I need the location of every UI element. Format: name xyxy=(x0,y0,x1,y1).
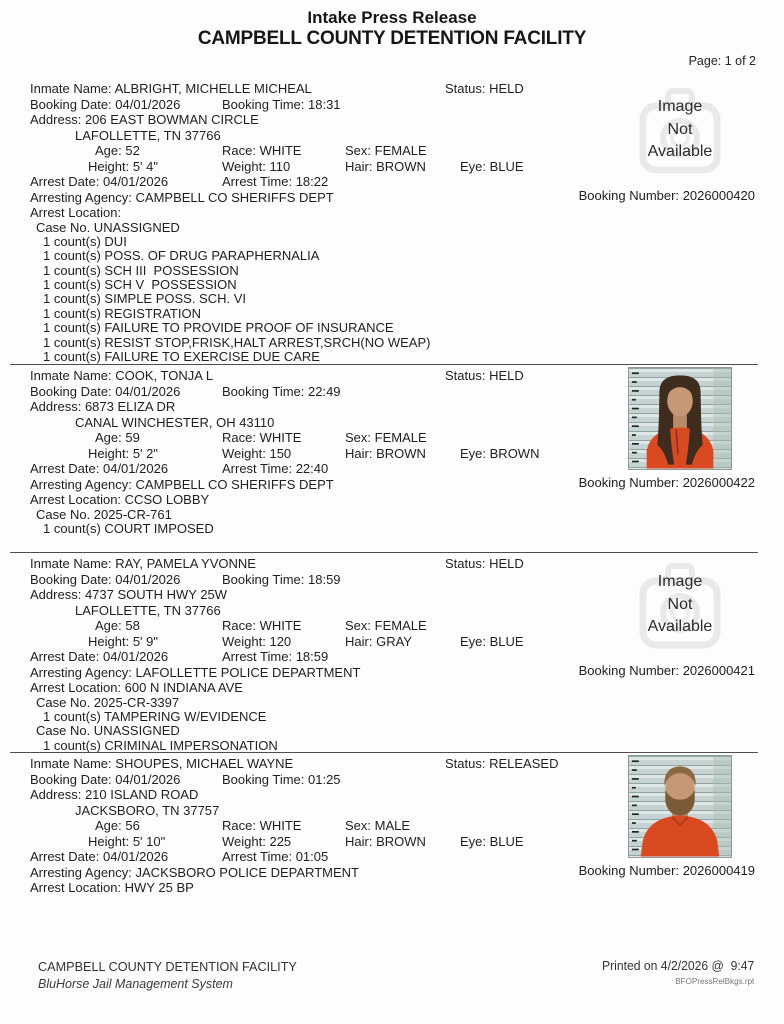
arrest-time-value: 01:05 xyxy=(295,849,329,864)
hair-value: BROWN xyxy=(376,833,426,849)
arrest-date-field xyxy=(30,849,168,864)
height-label: Height: xyxy=(88,833,130,849)
inmate-name-field xyxy=(30,556,256,571)
status-value: HELD xyxy=(489,556,524,571)
address-field xyxy=(30,587,227,602)
age-value: 58 xyxy=(125,618,140,633)
mugshot-photo xyxy=(628,755,732,858)
sex-value: FEMALE xyxy=(374,430,427,445)
age-value: 59 xyxy=(125,430,140,445)
height-value: 5' 9" xyxy=(132,633,158,649)
arresting-agency-value: CAMPBELL CO SHERIFFS DEPT xyxy=(135,189,334,205)
sex-value: FEMALE xyxy=(374,143,427,158)
footer-facility-name: CAMPBELL COUNTY DETENTION FACILITY xyxy=(38,959,297,974)
status-field xyxy=(445,556,524,571)
placeholder-text-line: Not xyxy=(667,595,693,613)
inmate-name-label: Inmate Name: xyxy=(30,556,112,571)
inmate-name-field xyxy=(30,368,213,383)
hair-label: Hair: xyxy=(345,633,373,649)
photo-column xyxy=(575,553,758,752)
address-line1-value: 6873 ELIZA DR xyxy=(84,399,176,414)
address-field xyxy=(30,112,259,127)
arrest-location-field xyxy=(30,880,194,895)
status-label: Status: xyxy=(445,556,486,571)
arrest-location-value: 600 N INDIANA AVE xyxy=(124,680,243,695)
hair-value: BROWN xyxy=(376,158,426,174)
arrest-time-label: Arrest Time: xyxy=(222,849,293,864)
inmate-name-field xyxy=(30,81,312,96)
inmate-name-label: Inmate Name: xyxy=(30,81,112,96)
eye-field xyxy=(460,159,524,174)
weight-field xyxy=(222,634,291,649)
booking-date-field xyxy=(30,572,180,587)
booking-date-field xyxy=(30,772,180,787)
image-not-available-placeholder xyxy=(628,561,732,661)
address-label: Address: xyxy=(30,787,82,802)
height-value: 5' 4" xyxy=(132,158,158,174)
arrest-time-field xyxy=(222,461,328,476)
age-label: Age: xyxy=(95,430,122,445)
weight-label: Weight: xyxy=(222,833,266,849)
race-value: WHITE xyxy=(259,818,302,833)
booking-number-field xyxy=(579,663,755,678)
inmate-record xyxy=(10,78,758,364)
arrest-location-label: Arrest Location: xyxy=(30,205,122,220)
case-number-line: Case No. 2025-CR-3397 xyxy=(36,694,180,710)
sex-field xyxy=(345,430,427,445)
inmate-record xyxy=(10,552,758,752)
arrest-location-label: Arrest Location: xyxy=(30,880,122,895)
booking-date-value: 04/01/2026 xyxy=(115,571,181,587)
address-label: Address: xyxy=(30,399,82,414)
hair-field xyxy=(345,834,426,849)
arrest-location-field xyxy=(30,680,243,695)
booking-time-field xyxy=(222,572,341,587)
booking-time-value: 18:31 xyxy=(308,96,341,112)
booking-number-field xyxy=(579,863,755,878)
hair-label: Hair: xyxy=(345,833,373,849)
status-label: Status: xyxy=(445,81,486,96)
inmate-record xyxy=(10,752,758,930)
race-label: Race: xyxy=(222,143,256,158)
arrest-time-field xyxy=(222,849,328,864)
weight-label: Weight: xyxy=(222,633,266,649)
arrest-location-field xyxy=(30,205,125,220)
eye-label: Eye: xyxy=(460,158,487,174)
case-number-line: Case No. 2025-CR-761 xyxy=(36,506,172,522)
booking-number-value: 2026000422 xyxy=(682,475,755,490)
arresting-agency-label: Arresting Agency: xyxy=(30,189,132,205)
footer-left xyxy=(38,958,297,992)
sex-label: Sex: xyxy=(345,818,372,833)
arresting-agency-field xyxy=(30,865,359,880)
booking-time-value: 18:59 xyxy=(308,571,341,587)
booking-number-label: Booking Number: xyxy=(578,475,680,490)
inmate-name-label: Inmate Name: xyxy=(30,368,112,383)
arrest-time-value: 18:22 xyxy=(295,174,329,189)
inmate-name-value: SHOUPES, MICHAEL WAYNE xyxy=(115,756,294,771)
age-label: Age: xyxy=(95,818,122,833)
weight-value: 120 xyxy=(269,633,292,649)
booking-time-label: Booking Time: xyxy=(222,571,305,587)
sex-label: Sex: xyxy=(345,618,372,633)
arrest-date-field xyxy=(30,174,168,189)
sex-field xyxy=(345,143,427,158)
arresting-agency-value: CAMPBELL CO SHERIFFS DEPT xyxy=(135,476,334,492)
arrest-location-value: HWY 25 BP xyxy=(124,880,194,895)
booking-time-value: 01:25 xyxy=(308,771,341,787)
facility-title: CAMPBELL COUNTY DETENTION FACILITY xyxy=(197,28,587,49)
eye-value: BROWN xyxy=(489,445,540,461)
mugshot-male-figure xyxy=(629,756,731,857)
sex-field xyxy=(345,818,410,833)
arresting-agency-label: Arresting Agency: xyxy=(30,864,132,880)
arrest-date-label: Arrest Date: xyxy=(30,461,100,476)
report-file-name: BFOPressRelBkgs.rpt xyxy=(675,976,754,986)
photo-column xyxy=(575,365,758,552)
eye-label: Eye: xyxy=(460,633,487,649)
booking-number-value: 2026000420 xyxy=(682,188,755,203)
age-value: 56 xyxy=(125,818,140,833)
hair-field xyxy=(345,446,426,461)
weight-label: Weight: xyxy=(222,445,266,461)
address-line1-value: 4737 SOUTH HWY 25W xyxy=(84,587,228,602)
placeholder-text xyxy=(603,96,757,164)
photo-column xyxy=(575,78,758,364)
placeholder-text-line: Available xyxy=(647,618,713,635)
report-title: Intake Press Release xyxy=(307,8,477,27)
booking-date-field xyxy=(30,384,180,399)
case-number-line: Case No. UNASSIGNED xyxy=(36,219,180,235)
booking-number-label: Booking Number: xyxy=(578,863,680,878)
charge-count-line: 1 count(s) CRIMINAL IMPERSONATION xyxy=(43,737,278,753)
age-label: Age: xyxy=(95,618,122,633)
booking-time-field xyxy=(222,772,341,787)
mugshot-photo xyxy=(628,367,732,470)
race-label: Race: xyxy=(222,618,256,633)
race-value: WHITE xyxy=(259,143,302,158)
address-line2-value: CANAL WINCHESTER, OH 43110 xyxy=(75,414,275,430)
status-label: Status: xyxy=(445,756,486,771)
booking-date-value: 04/01/2026 xyxy=(115,383,181,399)
status-value: HELD xyxy=(489,81,524,96)
footer-system-name: BluHorse Jail Management System xyxy=(38,976,233,991)
address-field xyxy=(30,399,175,414)
height-label: Height: xyxy=(88,445,130,461)
sex-label: Sex: xyxy=(345,143,372,158)
arrest-date-label: Arrest Date: xyxy=(30,174,100,189)
address-line2-value: LAFOLLETTE, TN 37766 xyxy=(75,602,221,618)
weight-label: Weight: xyxy=(222,158,266,174)
height-chart-ticks xyxy=(632,760,639,850)
booking-number-field xyxy=(579,188,755,203)
inmate-name-value: COOK, TONJA L xyxy=(115,368,214,383)
booking-time-field xyxy=(222,97,341,112)
status-value: RELEASED xyxy=(489,756,559,771)
report-header xyxy=(0,0,784,68)
charge-count-line: 1 count(s) POSS. OF DRUG PARAPHERNALIA xyxy=(43,248,320,264)
hair-label: Hair: xyxy=(345,445,373,461)
address-line2-value: JACKSBORO, TN 37757 xyxy=(75,802,220,818)
arrest-location-label: Arrest Location: xyxy=(30,492,122,507)
arrest-date-value: 04/01/2026 xyxy=(102,174,169,189)
arresting-agency-label: Arresting Agency: xyxy=(30,476,132,492)
charge-count-line: 1 count(s) SCH III POSSESSION xyxy=(43,262,239,278)
page-number: Page: 1 of 2 xyxy=(688,54,756,68)
arrest-date-value: 04/01/2026 xyxy=(102,461,169,476)
race-field xyxy=(222,618,301,633)
status-label: Status: xyxy=(445,368,486,383)
status-field xyxy=(445,81,524,96)
age-field xyxy=(95,143,140,158)
printed-timestamp: Printed on 4/2/2026 @ 9:47 xyxy=(601,958,754,973)
inmate-name-label: Inmate Name: xyxy=(30,756,112,771)
race-value: WHITE xyxy=(259,618,302,633)
booking-number-value: 2026000421 xyxy=(682,663,755,678)
mugshot-female-figure xyxy=(629,368,731,469)
height-label: Height: xyxy=(88,158,130,174)
arrest-date-value: 04/01/2026 xyxy=(102,649,169,664)
charge-count-line: 1 count(s) RESIST STOP,FRISK,HALT ARREST,SRCH(NO WEAP) xyxy=(43,334,431,350)
charge-count-line: 1 count(s) COURT IMPOSED xyxy=(43,520,214,536)
height-field xyxy=(88,446,158,461)
hair-label: Hair: xyxy=(345,158,373,174)
charge-count-line: 1 count(s) FAILURE TO EXERCISE DUE CARE xyxy=(43,349,320,365)
arrest-date-label: Arrest Date: xyxy=(30,849,100,864)
charge-count-line: 1 count(s) TAMPERING W/EVIDENCE xyxy=(43,708,267,724)
race-field xyxy=(222,430,301,445)
sex-field xyxy=(345,618,427,633)
placeholder-text xyxy=(603,571,757,639)
booking-date-label: Booking Date: xyxy=(30,383,112,399)
sex-value: FEMALE xyxy=(374,618,427,633)
arresting-agency-value: LAFOLLETTE POLICE DEPARTMENT xyxy=(135,664,361,680)
eye-field xyxy=(460,634,524,649)
inmate-name-value: ALBRIGHT, MICHELLE MICHEAL xyxy=(114,81,312,96)
booking-date-label: Booking Date: xyxy=(30,96,112,112)
status-field xyxy=(445,368,524,383)
arrest-time-field xyxy=(222,649,328,664)
booking-date-label: Booking Date: xyxy=(30,571,112,587)
image-not-available-placeholder xyxy=(628,86,732,186)
charge-count-line: 1 count(s) DUI xyxy=(43,233,127,249)
arrest-time-label: Arrest Time: xyxy=(222,461,293,476)
race-label: Race: xyxy=(222,430,256,445)
arrest-time-value: 22:40 xyxy=(295,461,329,476)
placeholder-text-line: Image xyxy=(657,98,703,115)
booking-number-field xyxy=(579,475,755,490)
height-value: 5' 10" xyxy=(132,833,166,849)
address-line1-value: 206 EAST BOWMAN CIRCLE xyxy=(84,112,259,127)
inmate-name-field xyxy=(30,756,293,771)
arrest-time-field xyxy=(222,174,328,189)
charge-count-line: 1 count(s) REGISTRATION xyxy=(43,305,201,321)
booking-number-label: Booking Number: xyxy=(578,663,680,678)
weight-field xyxy=(222,834,291,849)
address-line2-value: LAFOLLETTE, TN 37766 xyxy=(75,127,221,143)
booking-date-label: Booking Date: xyxy=(30,771,112,787)
sex-label: Sex: xyxy=(345,430,372,445)
address-field xyxy=(30,787,198,802)
race-field xyxy=(222,143,301,158)
age-field xyxy=(95,818,140,833)
eye-value: BLUE xyxy=(489,833,524,849)
booking-number-label: Booking Number: xyxy=(578,188,680,203)
arrest-location-value: CCSO LOBBY xyxy=(124,492,210,507)
eye-label: Eye: xyxy=(460,833,487,849)
arrest-date-field xyxy=(30,461,168,476)
hair-field xyxy=(345,634,412,649)
race-field xyxy=(222,818,301,833)
age-field xyxy=(95,618,140,633)
placeholder-text-line: Available xyxy=(647,143,713,160)
eye-label: Eye: xyxy=(460,445,487,461)
arrest-time-value: 18:59 xyxy=(295,649,329,664)
arrest-location-field xyxy=(30,492,209,507)
race-value: WHITE xyxy=(259,430,302,445)
inmate-records-list xyxy=(10,78,758,930)
hair-value: BROWN xyxy=(376,445,426,461)
arrest-date-label: Arrest Date: xyxy=(30,649,100,664)
weight-field xyxy=(222,446,291,461)
arrest-time-label: Arrest Time: xyxy=(222,174,293,189)
arresting-agency-field xyxy=(30,665,360,680)
hair-value: GRAY xyxy=(376,633,412,649)
photo-column xyxy=(575,753,758,930)
sex-value: MALE xyxy=(374,818,411,833)
height-field xyxy=(88,834,165,849)
booking-time-field xyxy=(222,384,341,399)
charge-count-line: 1 count(s) SCH V POSSESSION xyxy=(43,277,237,293)
booking-time-label: Booking Time: xyxy=(222,771,305,787)
race-label: Race: xyxy=(222,818,256,833)
height-field xyxy=(88,634,158,649)
weight-field xyxy=(222,159,290,174)
placeholder-text-line: Image xyxy=(657,573,703,590)
weight-value: 110 xyxy=(269,158,291,174)
inmate-name-value: RAY, PAMELA YVONNE xyxy=(115,556,256,571)
height-label: Height: xyxy=(88,633,130,649)
eye-value: BLUE xyxy=(489,633,524,649)
arrest-location-label: Arrest Location: xyxy=(30,680,122,695)
booking-time-value: 22:49 xyxy=(308,383,341,399)
arresting-agency-field xyxy=(30,477,334,492)
weight-value: 225 xyxy=(269,833,292,849)
address-label: Address: xyxy=(30,112,82,127)
address-label: Address: xyxy=(30,587,82,602)
charge-count-line: 1 count(s) FAILURE TO PROVIDE PROOF OF INSURANCE xyxy=(43,320,394,336)
booking-date-field xyxy=(30,97,180,112)
case-number-line: Case No. UNASSIGNED xyxy=(36,723,180,739)
inmate-record xyxy=(10,364,758,552)
address-line1-value: 210 ISLAND ROAD xyxy=(84,787,199,802)
arresting-agency-label: Arresting Agency: xyxy=(30,664,132,680)
eye-field xyxy=(460,446,539,461)
arrest-time-label: Arrest Time: xyxy=(222,649,293,664)
age-field xyxy=(95,430,140,445)
placeholder-text-line: Not xyxy=(667,120,693,138)
booking-number-value: 2026000419 xyxy=(682,863,755,878)
charge-count-line: 1 count(s) SIMPLE POSS. SCH. VI xyxy=(43,291,247,307)
arrest-date-field xyxy=(30,649,168,664)
hair-field xyxy=(345,159,426,174)
status-value: HELD xyxy=(489,368,524,383)
booking-date-value: 04/01/2026 xyxy=(115,96,181,112)
age-label: Age: xyxy=(95,143,122,158)
arresting-agency-value: JACKSBORO POLICE DEPARTMENT xyxy=(135,864,359,880)
booking-time-label: Booking Time: xyxy=(222,383,305,399)
height-field xyxy=(88,159,158,174)
booking-date-value: 04/01/2026 xyxy=(115,771,181,787)
arrest-date-value: 04/01/2026 xyxy=(102,849,169,864)
eye-value: BLUE xyxy=(489,158,524,174)
eye-field xyxy=(460,834,524,849)
age-value: 52 xyxy=(125,143,140,158)
arresting-agency-field xyxy=(30,190,334,205)
height-value: 5' 2" xyxy=(132,445,158,461)
weight-value: 150 xyxy=(269,445,292,461)
footer-right xyxy=(602,958,754,986)
booking-time-label: Booking Time: xyxy=(222,96,305,112)
status-field xyxy=(445,756,558,771)
height-chart-ticks xyxy=(632,372,639,462)
report-footer xyxy=(38,958,754,992)
